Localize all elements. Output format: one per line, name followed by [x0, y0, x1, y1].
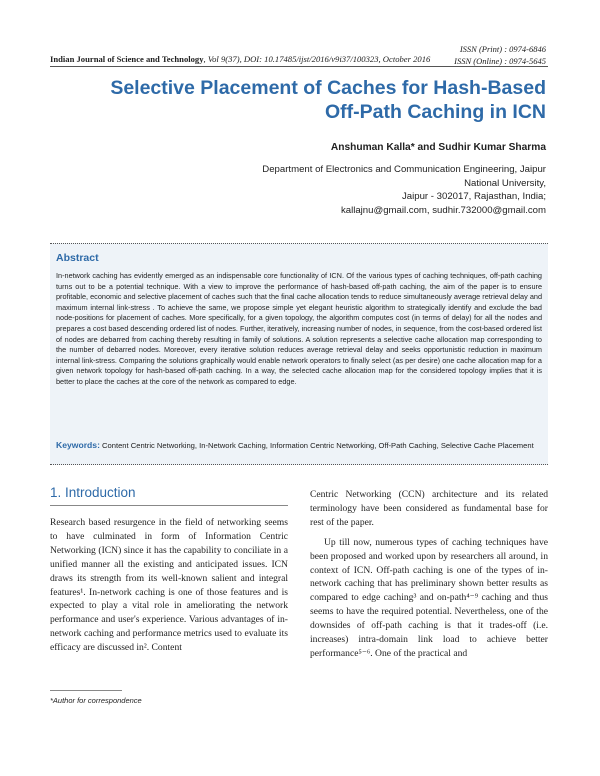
intro-paragraph-1: Research based resurgence in the field of networking seems to have culminated in form of Information Centric Networking (ICN) since it has the capability to conciliate in a unified manner all the existing and anticipated issues. ICN draws its strength from its well-known salient and integral features¹. In-network caching is one of those features and is expected to play a vital role in ameliorating the network performance and user's experience. Various advantages of in-network caching and performance metrics used to evaluate its efficacy are discussed in². Content [50, 517, 288, 654]
abstract-heading: Abstract [56, 252, 99, 264]
footnote-rule [50, 690, 122, 691]
issn-print: ISSN (Print) : 0974-6846 [459, 44, 546, 54]
footnote: *Author for correspondence [50, 696, 142, 705]
keywords-label: Keywords: [56, 440, 100, 450]
journal-name: Indian Journal of Science and Technology [50, 54, 204, 64]
intro-paragraph-2: Centric Networking (CCN) architecture and its related terminology have been considered as fundamental base for rest of the paper. [310, 489, 548, 528]
section-heading-introduction: 1. Introduction [50, 485, 136, 500]
keywords [56, 440, 544, 451]
header-rule [50, 66, 548, 67]
section-rule [50, 505, 288, 506]
title-line-2: Off-Path Caching in ICN [325, 101, 546, 123]
abstract-box [50, 243, 548, 465]
right-column [310, 488, 548, 661]
affiliation-line-2: Jaipur - 302017, Rajasthan, India; [402, 191, 546, 202]
affiliation-emails: kallajnu@gmail.com, sudhir.732000@gmail.com [340, 204, 546, 216]
issn-online: ISSN (Online) : 0974-5645 [454, 56, 546, 66]
intro-paragraph-3: Up till now, numerous types of caching techniques have been proposed and worked upon by researchers all around, in context of ICN. Off-path caching is one of the types of in-network caching that has preliminary shown better results as compared to edge caching³ and on-path⁴⁻⁹ caching and thus seems to have the required potential. Nevertheless, one of the downsides of off-path caching is that it trades-off (i.e. increases) intra-domain link load to achieve better performance⁵⁻⁶. One of the practical and [310, 536, 548, 659]
title-line-1: Selective Placement of Caches for Hash-Based [110, 77, 546, 99]
abstract-text: In-network caching has evidently emerged as an indispensable core functionality of ICN. Of the various types of caching techniques, off-path caching turns out to be a potential technique. With a view to improve the performance of hash-based off-path caching, the aim of the paper is to ensure profitable, economic and selective placement of caches such that the final cache allocation tends to reduce simultaneously average retrieval delay and maximum internal link-stress . To achieve the same, we propose simple yet elegant heuristic algorithm to strategically identify and exclude the bad node-positions for placement of caches. More specifically, for a given topology, the algorithm computes cost (in terms of delay) for all the nodes and prepares a cost based descending ordered list of nodes. Further, iteratively, increasing number of nodes, in sequence, from the cost-based ordered list of nodes are debarred from caching thereby resulting in family of solutions. A solution represents a selective cache allocation map corresponding to the number of debarred nodes. Moreover, every iterative solution reduces average retrieval delay and seeks opportunistic reduction in maximum internal link-stress. Comparing the solutions graphically would enable network operators to finally select (as per desire) one cache allocation map for a given network topology for hash-based off-path caching. In a way, the selected cache allocation map for the considered topology implies that it is better to place the caches at the core of the network as compared to edge. [56, 271, 542, 386]
journal-details: , Vol 9(37), DOI: 10.17485/ijst/2016/v9i37/100323, October 2016 [203, 54, 431, 64]
affiliation-line-1: Department of Electronics and Communication Engineering, Jaipur National University, [262, 164, 546, 189]
left-column [50, 516, 288, 655]
paper-title [86, 76, 546, 124]
affiliation [226, 163, 546, 217]
authors: Anshuman Kalla* and Sudhir Kumar Sharma [330, 142, 546, 153]
keywords-text: Content Centric Networking, In-Network Caching, Information Centric Networking, Off-Path Caching, Selective Cache Placement [99, 441, 534, 450]
journal-citation [50, 54, 430, 64]
